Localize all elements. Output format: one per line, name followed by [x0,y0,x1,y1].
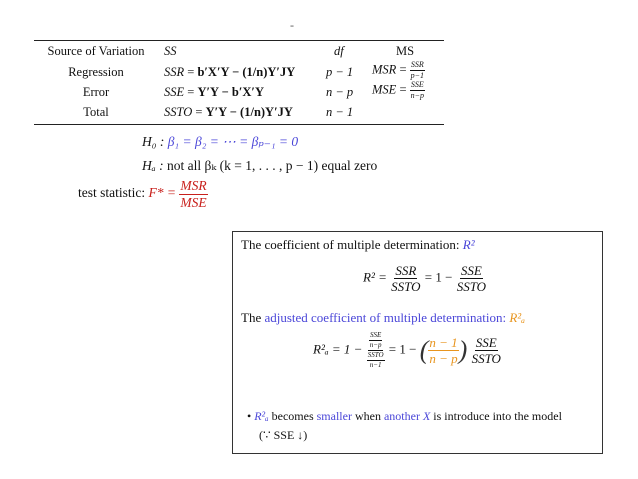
r2-mid: = 1 − [424,269,453,285]
table-row: Regression SSR = b′X′Y − (1/n)Y′JY p − 1 MSR = $\frac{\text{SSR}}{p-1}$ [34,65,444,83]
inner-num-den: n−p [369,341,382,349]
ms-symbol: MSR [372,62,397,77]
stat-lhs: F* = [148,185,176,201]
bullet-symbol: R²ₐ [254,409,269,423]
ms-symbol: MSE [372,82,397,97]
test-statistic [78,179,208,209]
bullet-reason: (∵ SSE ↓) [259,428,308,442]
inner-num-num: SSE [369,331,382,339]
ha-expression: not all βₖ (k = 1, . . . , p − 1) equal zero [166,158,378,173]
stat-label: test statistic: [78,185,146,201]
bullet-line [247,409,562,424]
header-source: Source of Variation [47,44,145,58]
ms-numerator: SSR [410,60,424,69]
bullet-t1: becomes [271,409,314,423]
determination-panel [232,231,603,454]
header-df: df [334,44,344,58]
coef-line [241,237,475,253]
paren-num: n − 1 [429,335,458,350]
table-top-rule [34,40,444,41]
stat-numerator: MSR [180,178,207,193]
ss-symbol: SSE [164,85,185,99]
stat-denominator: MSE [180,194,207,210]
row-source: Error [82,85,110,99]
bullet-t2: when [354,409,381,423]
row-source: Regression [68,65,124,79]
top-mark: - [290,18,294,32]
ms-numerator: SSE [410,80,424,89]
bullet-t3: is introduce into the model [433,409,562,423]
h0-expression: β₁ = β₂ = ⋯ = βₚ₋₁ = 0 [167,134,299,149]
ms-denominator: p−1 [410,71,425,80]
r2-frac1-num: SSR [395,263,417,278]
r2-formula [363,264,487,293]
row-source: Total [83,105,109,119]
adj-formula [313,332,502,369]
r2-frac2-num: SSE [460,263,482,278]
row-df: n − p [326,85,354,99]
table-header-row [34,44,444,62]
ha-label: Hₐ : [142,158,164,173]
alt-hypothesis [142,158,377,174]
adj-text: adjusted coefficient of multiple determination: [264,310,507,325]
h0-label: H₀ : [142,134,165,149]
bullet-dot-icon: • [247,409,252,423]
null-hypothesis [142,134,298,150]
adj-mid: = 1 − [388,341,417,357]
row-df: n − 1 [326,105,354,119]
r2-frac1-den: SSTO [391,279,421,294]
adj-line [241,310,525,326]
inner-den-num: SSTO [367,351,384,359]
r2-lhs: R² = [363,269,387,285]
row-df: p − 1 [326,65,354,79]
inner-den-den: n−1 [369,361,382,369]
r2-frac2-den: SSTO [456,279,487,294]
adj-frac-den: SSTO [471,351,501,366]
bullet-smaller: smaller [316,409,352,423]
header-ss: SS [164,44,177,58]
paren-den: n − p [429,351,458,366]
right-paren: ) [458,335,468,365]
left-paren: ( [419,335,429,365]
ss-symbol: SSTO [164,105,193,119]
adj-frac-num: SSE [475,335,497,350]
ss-expression: b′X′Y − (1/n)Y′JY [197,65,296,79]
table-row: Error SSE = Y′Y − b′X′Y n − p MSE = $\frac{\text{SSE}}{n-p}$ [34,85,444,103]
bullet-x: X [422,409,431,423]
adj-prefix: The [241,310,262,325]
bullet-another: another [383,409,420,423]
adj-lhs: R²ₐ = 1 − [313,341,363,357]
ss-expression: Y′Y − (1/n)Y′JY [205,105,293,119]
table-bottom-rule [34,124,444,125]
ss-symbol: SSR [164,65,185,79]
ms-denominator: n−p [410,91,425,100]
adj-symbol: R²ₐ [509,310,525,325]
table-row: Total SSTO = Y′Y − (1/n)Y′JY n − 1 [34,105,444,123]
coef-text: The coefficient of multiple determination: [241,237,460,252]
header-ms: MS [396,44,415,58]
ss-expression: Y′Y − b′X′Y [197,85,264,99]
coef-symbol: R² [462,237,475,252]
